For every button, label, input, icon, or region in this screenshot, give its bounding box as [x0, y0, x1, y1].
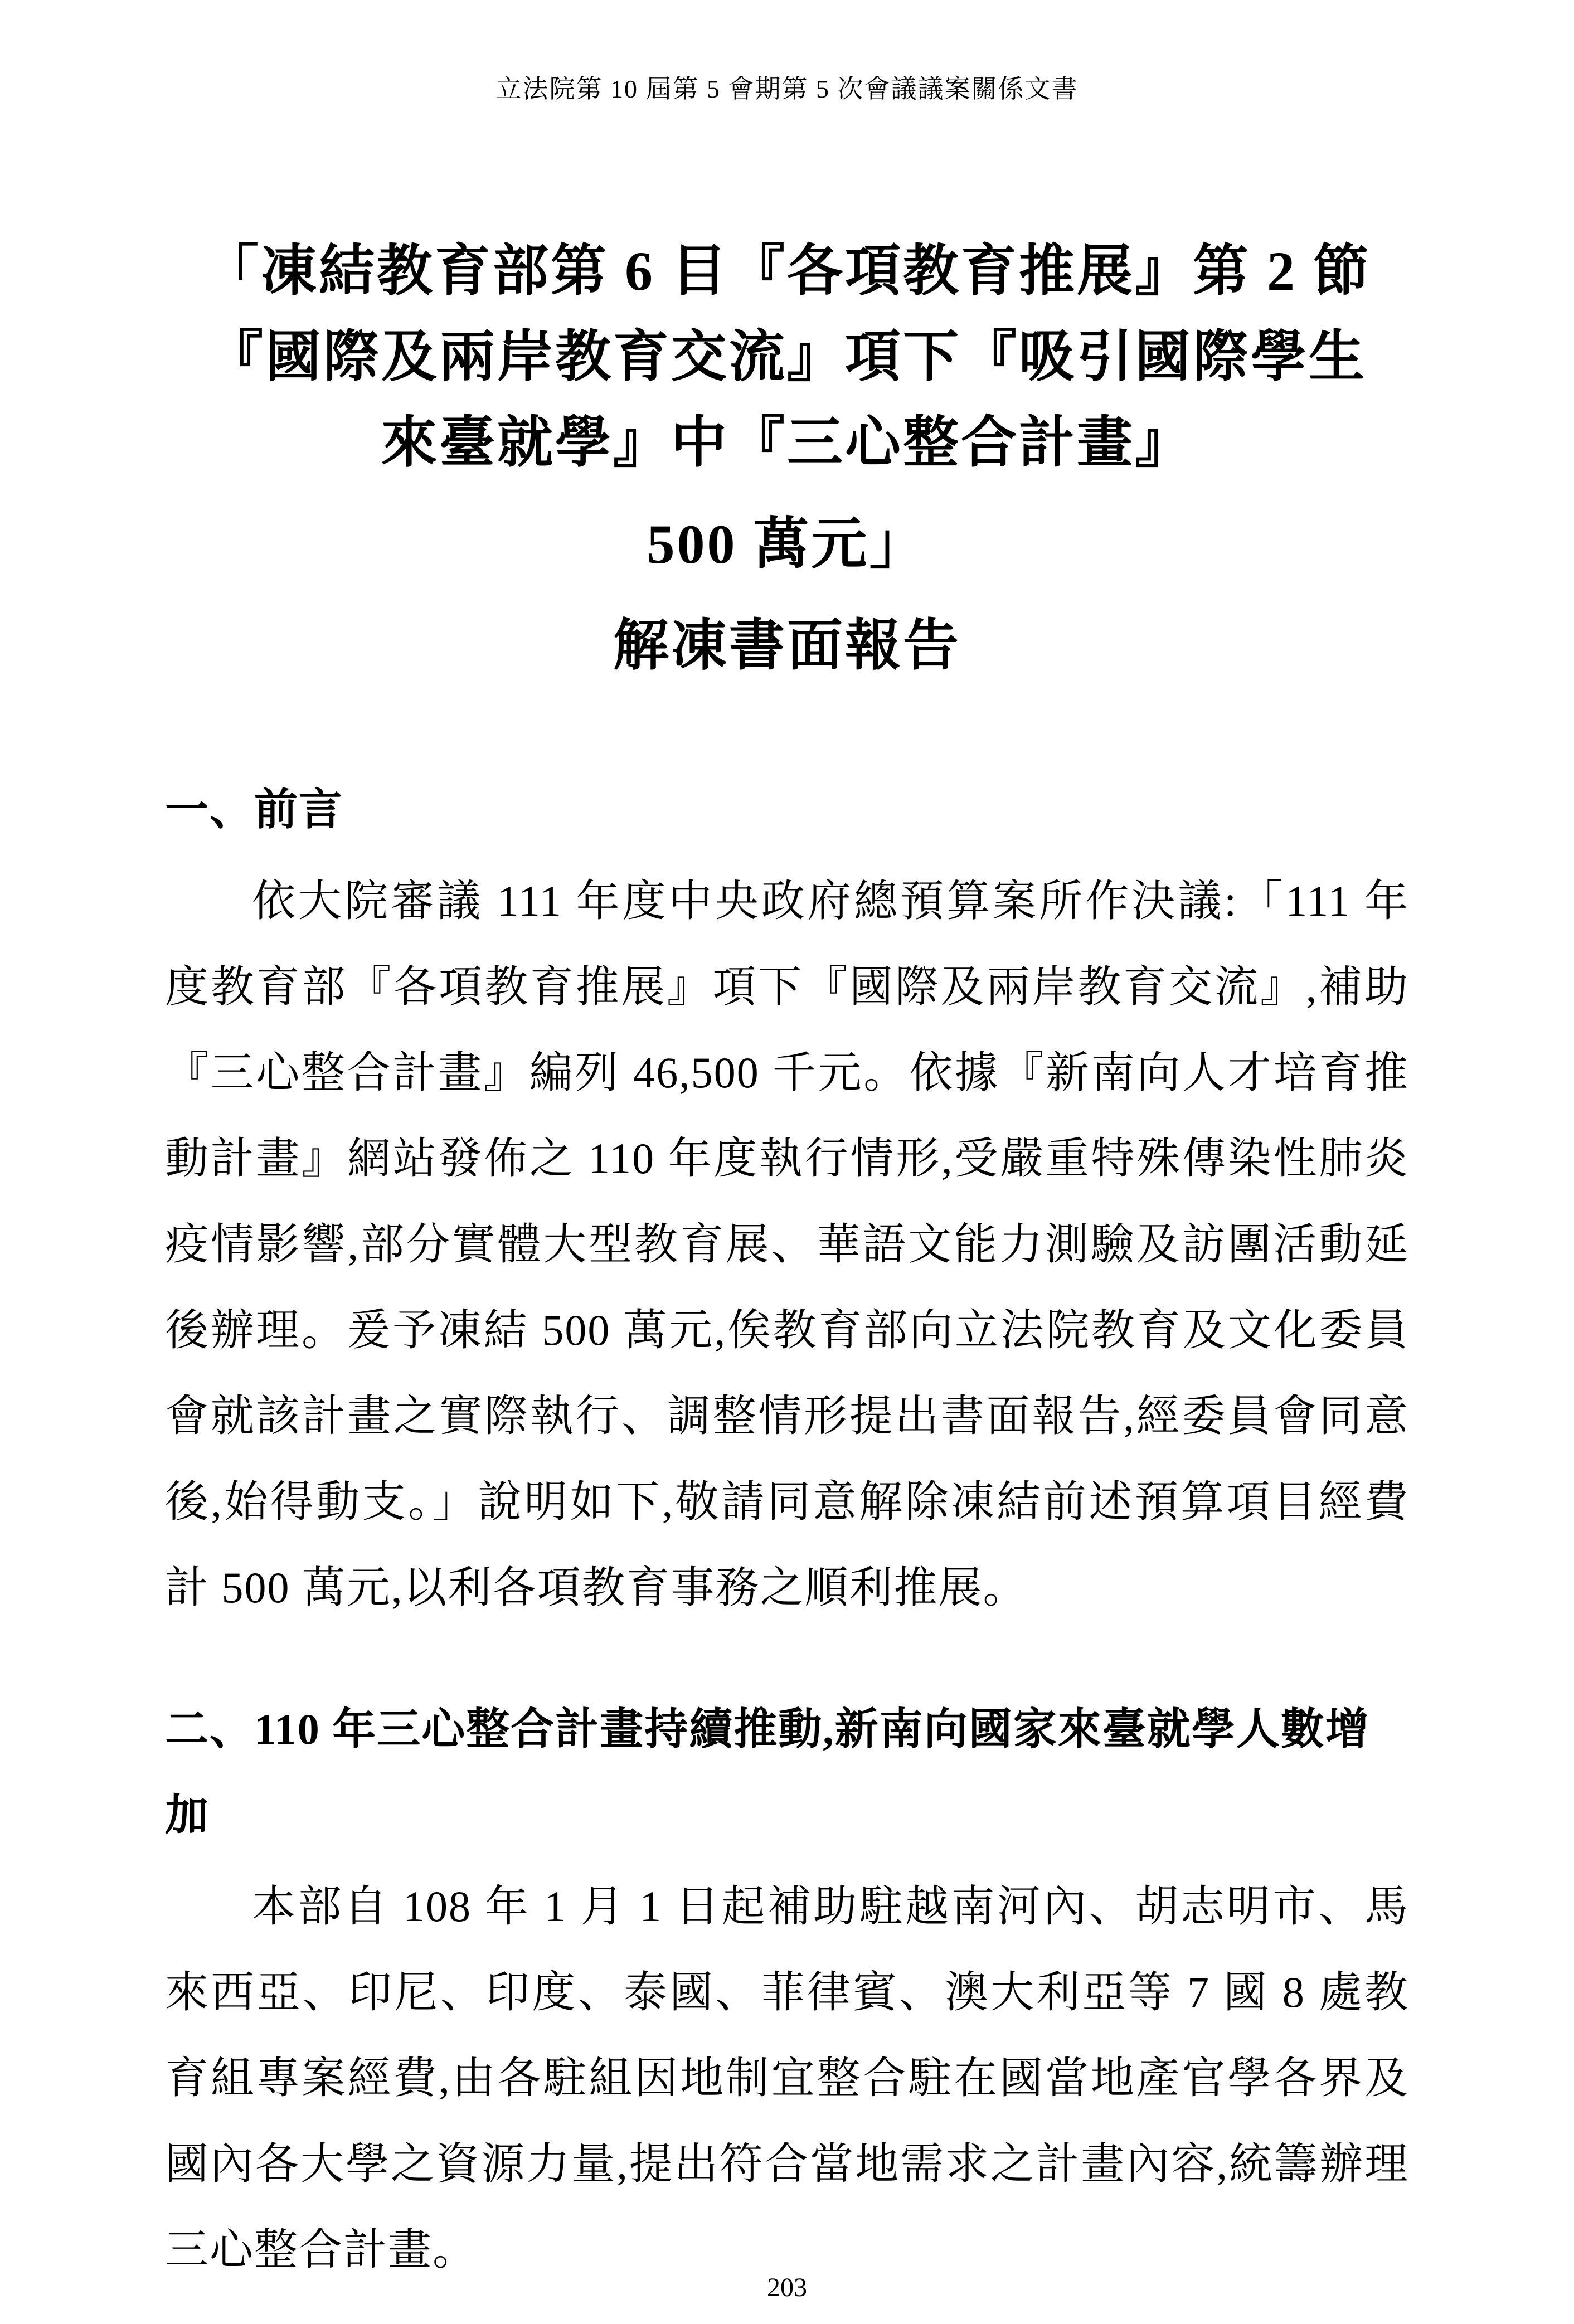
- document-title: [165, 228, 1409, 689]
- page-number: 203: [767, 2273, 807, 2302]
- title-line-2: 『國際及兩岸教育交流』項下『吸引國際學生: [207, 325, 1367, 388]
- section-paragraph-foreword: 依大院審議 111 年度中央政府總預算案所作決議:「111 年度教育部『各項教育推展』項下『國際及兩岸教育交流』,補助『三心整合計畫』編列 46,500 千元。依據『新南向人才培育推動計畫』網站發佈之 110 年度執行情形,受嚴重特殊傳染性肺炎疫情影響,部分實體大型教育展、華語文能力測驗及訪團活動延後辦理。爰予凍結 500 萬元,俟教育部向立法院教育及文化委員會就該計畫之實際執行、調整情形提出書面報告,經委員會同意後,始得動支。」說明如下,敬請同意解除凍結前述預算項目經費計 500 萬元,以利各項教育事務之順利推展。: [165, 876, 1409, 1612]
- title-line-1: 「凍結教育部第 6 目『各項教育推展』第 2 節: [203, 240, 1371, 302]
- title-line-3: 來臺就學』中『三心整合計畫』: [381, 411, 1193, 474]
- section-foreword: [165, 767, 1409, 1631]
- section-program-progress: [165, 1686, 1409, 2293]
- section-heading-foreword: 一、前言: [165, 785, 344, 834]
- title-line-amount: 500 萬元」: [647, 513, 927, 575]
- section-heading-program-progress: 二、110 年三心整合計畫持續推動,新南向國家來臺就學人數增加: [165, 1704, 1370, 1839]
- section-paragraph-program-progress: 本部自 108 年 1 月 1 日起補助駐越南河內、胡志明市、馬來西亞、印尼、印度、泰國、菲律賓、澳大利亞等 7 國 8 處教育組專案經費,由各駐組因地制宜整合駐在國當地產官學各界及國內各大學之資源力量,提出符合當地需求之計畫內容,統籌辦理三心整合計畫。: [165, 1881, 1409, 2274]
- document-header: 立法院第 10 屆第 5 會期第 5 次會議議案關係文書: [495, 75, 1079, 103]
- title-line-report-type: 解凍書面報告: [613, 614, 961, 677]
